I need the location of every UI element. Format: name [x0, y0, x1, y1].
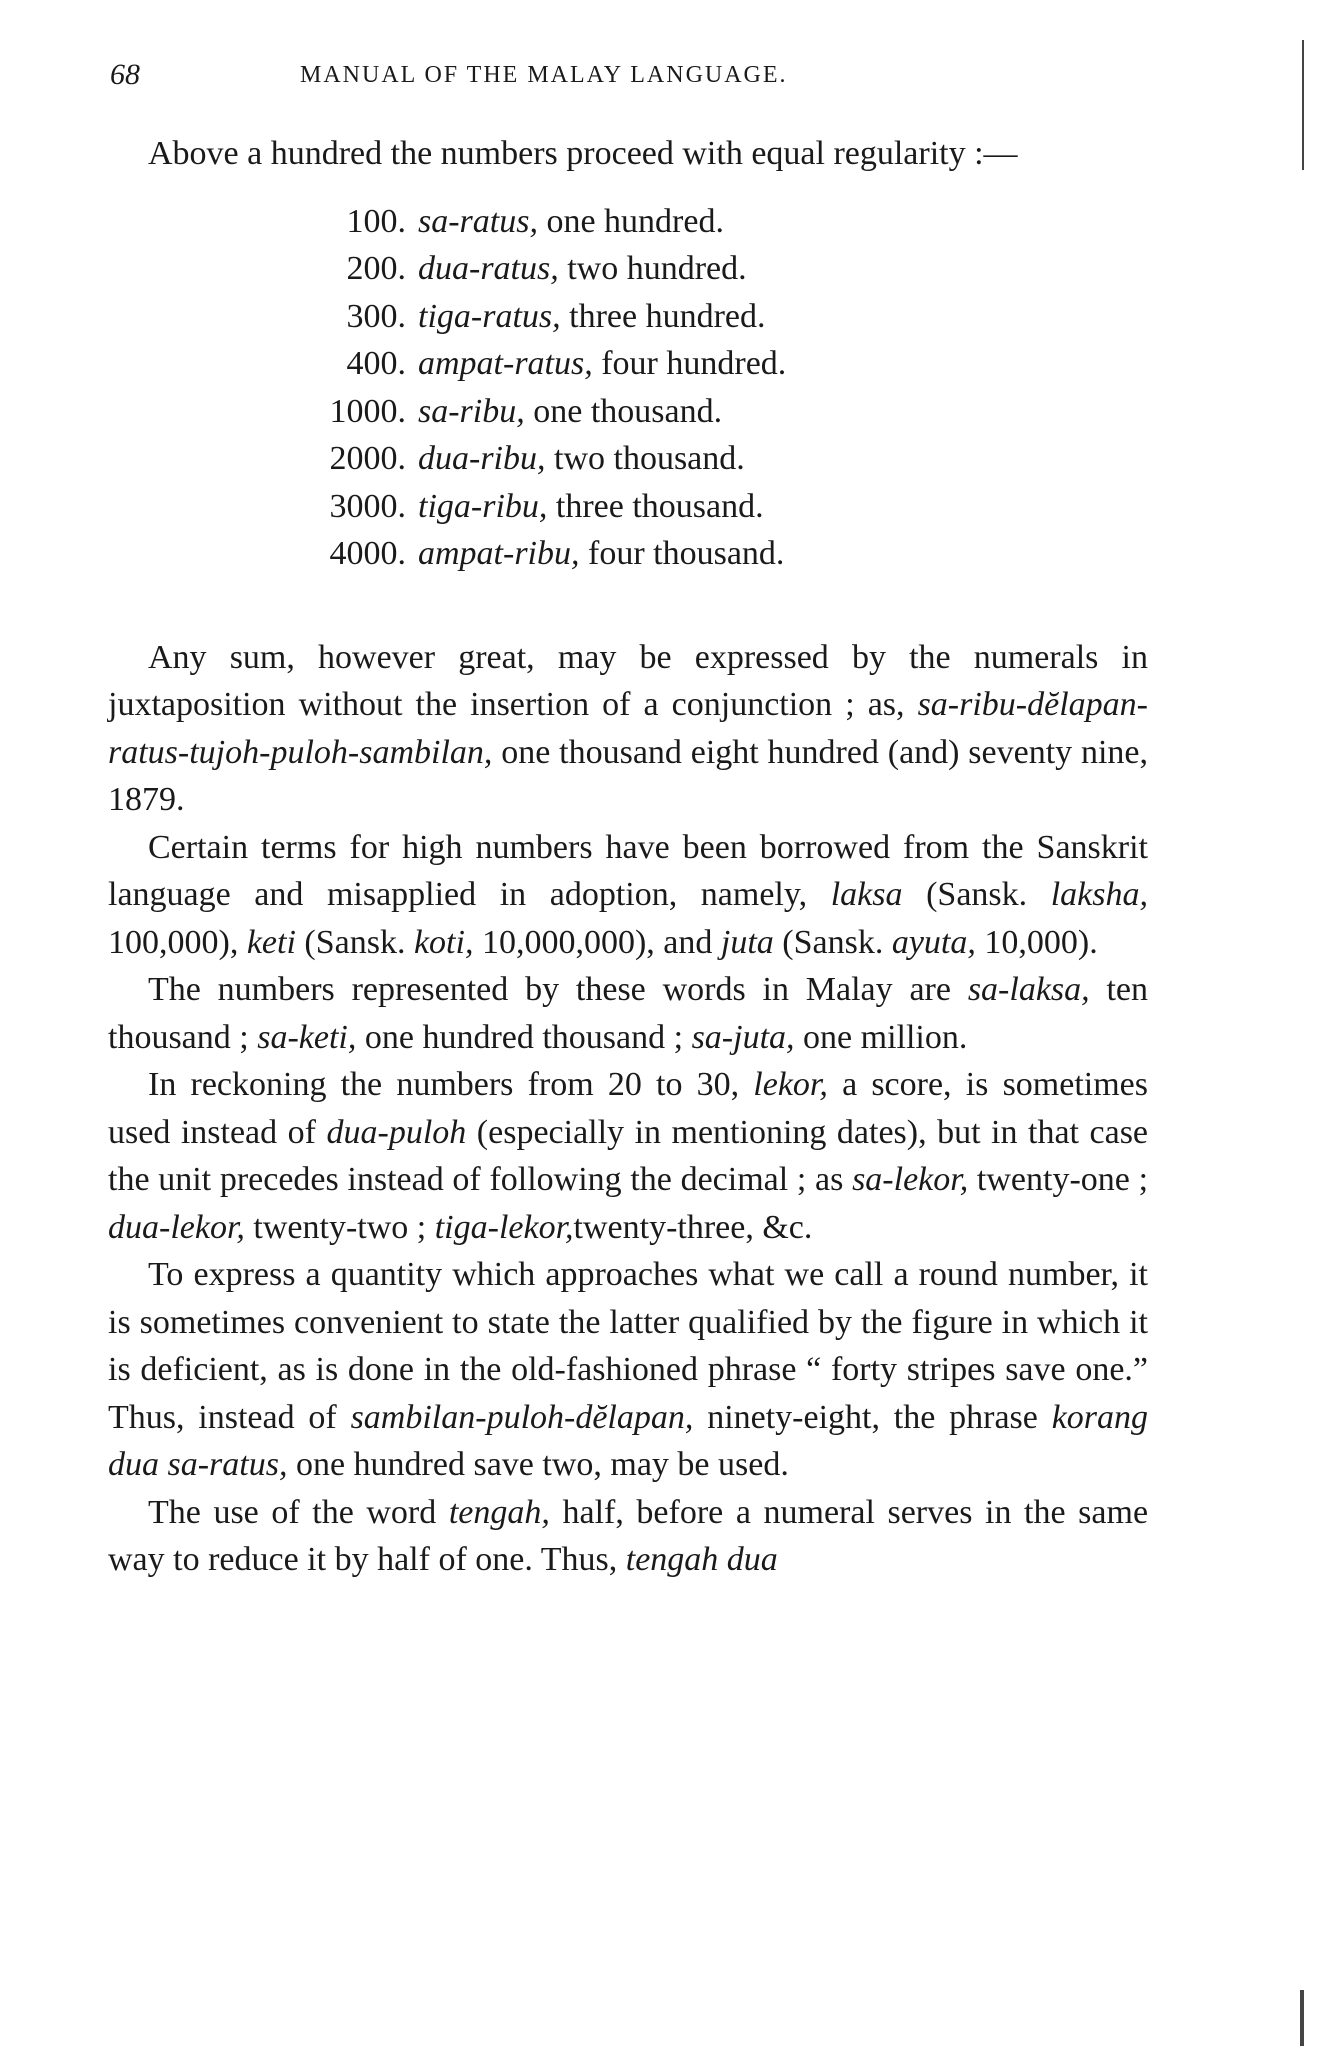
- numeral-value: 100.: [346, 202, 406, 240]
- malay-term: sa-laksa,: [967, 971, 1090, 1008]
- numeral-row: [108, 340, 1148, 388]
- page-edge-mark: [1300, 1990, 1304, 2046]
- malay-term: ampat-ratus,: [418, 345, 593, 382]
- malay-term: dua-lekor,: [108, 1208, 245, 1246]
- text-run: 10,000,000), and: [481, 923, 713, 961]
- text-run: (Sansk.: [782, 923, 884, 961]
- text-run: a score, is sometimes used instead of: [108, 1066, 1149, 1151]
- english-gloss: two hundred.: [567, 250, 747, 287]
- numeral-value: 300.: [346, 297, 406, 335]
- numeral-value: 4000.: [329, 535, 406, 572]
- text-run: one hundred thousand ;: [364, 1018, 684, 1056]
- malay-term: tiga-ratus,: [418, 297, 561, 335]
- running-title: MANUAL OF THE MALAY LANGUAGE.: [300, 62, 788, 88]
- numeral-row: [108, 388, 1148, 436]
- numeral-value: 400.: [346, 345, 406, 382]
- text-run: half, before a numeral serves in the same way to reduce it by half of one. Thus,: [108, 1493, 1149, 1578]
- english-gloss: four hundred.: [601, 345, 787, 382]
- malay-term: lekor,: [753, 1066, 828, 1103]
- malay-term: dua-puloh: [326, 1113, 467, 1151]
- paragraph-round-number: [108, 1251, 1148, 1489]
- numeral-row: [108, 245, 1148, 293]
- malay-term: dua-ribu,: [418, 440, 546, 477]
- page-header: [110, 58, 1130, 98]
- malay-term: ampat-ribu,: [418, 535, 580, 572]
- page-body: [108, 130, 1148, 1584]
- sanskrit-term: laksha,: [1050, 876, 1149, 913]
- paragraph-juxtaposition: [108, 634, 1148, 824]
- malay-term: dua-ratus,: [418, 250, 559, 287]
- malay-term: tengah dua: [625, 1541, 778, 1578]
- numeral-row: [108, 530, 1148, 578]
- text-run: 100,000),: [108, 923, 239, 961]
- text-run: To express a quantity which approaches what we call a round number, it is sometimes convenient to state the latter qualified by the figure in which it is deficient, as is done in the old-fashioned phrase “ forty stripes save one.” Thus, instead of: [108, 1256, 1148, 1436]
- text-run: In reckoning the numbers from 20 to 30,: [148, 1066, 740, 1103]
- numeral-row: [108, 198, 1148, 246]
- malay-term: sa-ratus,: [418, 202, 538, 240]
- text-run: The numbers represented by these words in Malay are: [148, 971, 951, 1008]
- english-gloss: one hundred.: [546, 202, 724, 240]
- numeral-row: [108, 435, 1148, 483]
- numeral-value: 1000.: [329, 392, 406, 430]
- text-run: The use of the word: [148, 1493, 437, 1531]
- malay-term: sa-ribu-dĕlapan-ratus-tujoh-puloh-sambilan,: [108, 686, 1148, 771]
- text-run: (especially in mentioning dates), but in that case the unit precedes instead of following the decimal ; as: [108, 1113, 1149, 1198]
- paragraph-lekor: [108, 1061, 1148, 1251]
- text-run: twenty-two ;: [253, 1208, 427, 1246]
- malay-term: sa-juta,: [691, 1018, 795, 1056]
- intro-paragraph: Above a hundred the numbers proceed with equal regularity :—: [148, 135, 1018, 172]
- malay-term: juta: [720, 923, 774, 961]
- malay-term: tiga-ribu,: [418, 487, 548, 525]
- malay-term: tengah,: [448, 1493, 550, 1531]
- malay-term: sambilan-puloh-dĕlapan,: [350, 1398, 694, 1436]
- numeral-value: 3000.: [329, 487, 406, 525]
- text-run: ten thousand ;: [108, 971, 1149, 1056]
- text-run: twenty-one ;: [976, 1161, 1149, 1198]
- text-run: Any sum, however great, may be expressed by the numerals in juxtaposition without the insertion of a conjunction ; as,: [108, 638, 1148, 723]
- english-gloss: three hundred.: [569, 297, 766, 335]
- malay-term: sa-ribu,: [418, 392, 525, 430]
- malay-term: sa-lekor,: [852, 1161, 969, 1198]
- malay-term: laksa: [830, 876, 903, 913]
- page-number: 68: [110, 58, 140, 91]
- text-run: 10,000).: [984, 923, 1098, 961]
- english-gloss: two thousand.: [554, 440, 745, 477]
- text-run: (Sansk.: [304, 923, 406, 961]
- sanskrit-term: ayuta,: [891, 923, 976, 961]
- numeral-value: 200.: [346, 250, 406, 287]
- numeral-row: [108, 483, 1148, 531]
- text-run: (Sansk.: [926, 876, 1028, 913]
- english-gloss: three thousand.: [555, 487, 764, 525]
- malay-term: korang dua sa-ratus,: [108, 1398, 1149, 1483]
- sanskrit-term: koti,: [413, 923, 474, 961]
- text-run: one thousand eight hundred (and) seventy nine, 1879.: [108, 733, 1149, 818]
- numeral-row: [108, 293, 1148, 341]
- numerals-list: [108, 198, 1148, 578]
- english-gloss: four thousand.: [588, 535, 785, 572]
- malay-term: sa-keti,: [257, 1018, 357, 1056]
- paragraph-sanskrit-terms: [108, 824, 1148, 967]
- numeral-value: 2000.: [329, 440, 406, 477]
- malay-term: tiga-lekor,: [434, 1208, 574, 1246]
- text-run: ninety-eight, the phrase: [707, 1398, 1038, 1436]
- text-run: twenty-three, &c.: [573, 1208, 813, 1246]
- page-edge-mark: [1302, 40, 1304, 170]
- paragraph-tengah: [108, 1489, 1148, 1584]
- text-run: one million.: [803, 1018, 968, 1056]
- malay-term: keti: [246, 923, 296, 961]
- english-gloss: one thousand.: [533, 392, 723, 430]
- text-run: Certain terms for high numbers have been borrowed from the Sanskrit language and misapplied in adoption, namely,: [108, 828, 1148, 913]
- paragraph-malay-values: [108, 966, 1148, 1061]
- text-run: one hundred save two, may be used.: [295, 1446, 789, 1483]
